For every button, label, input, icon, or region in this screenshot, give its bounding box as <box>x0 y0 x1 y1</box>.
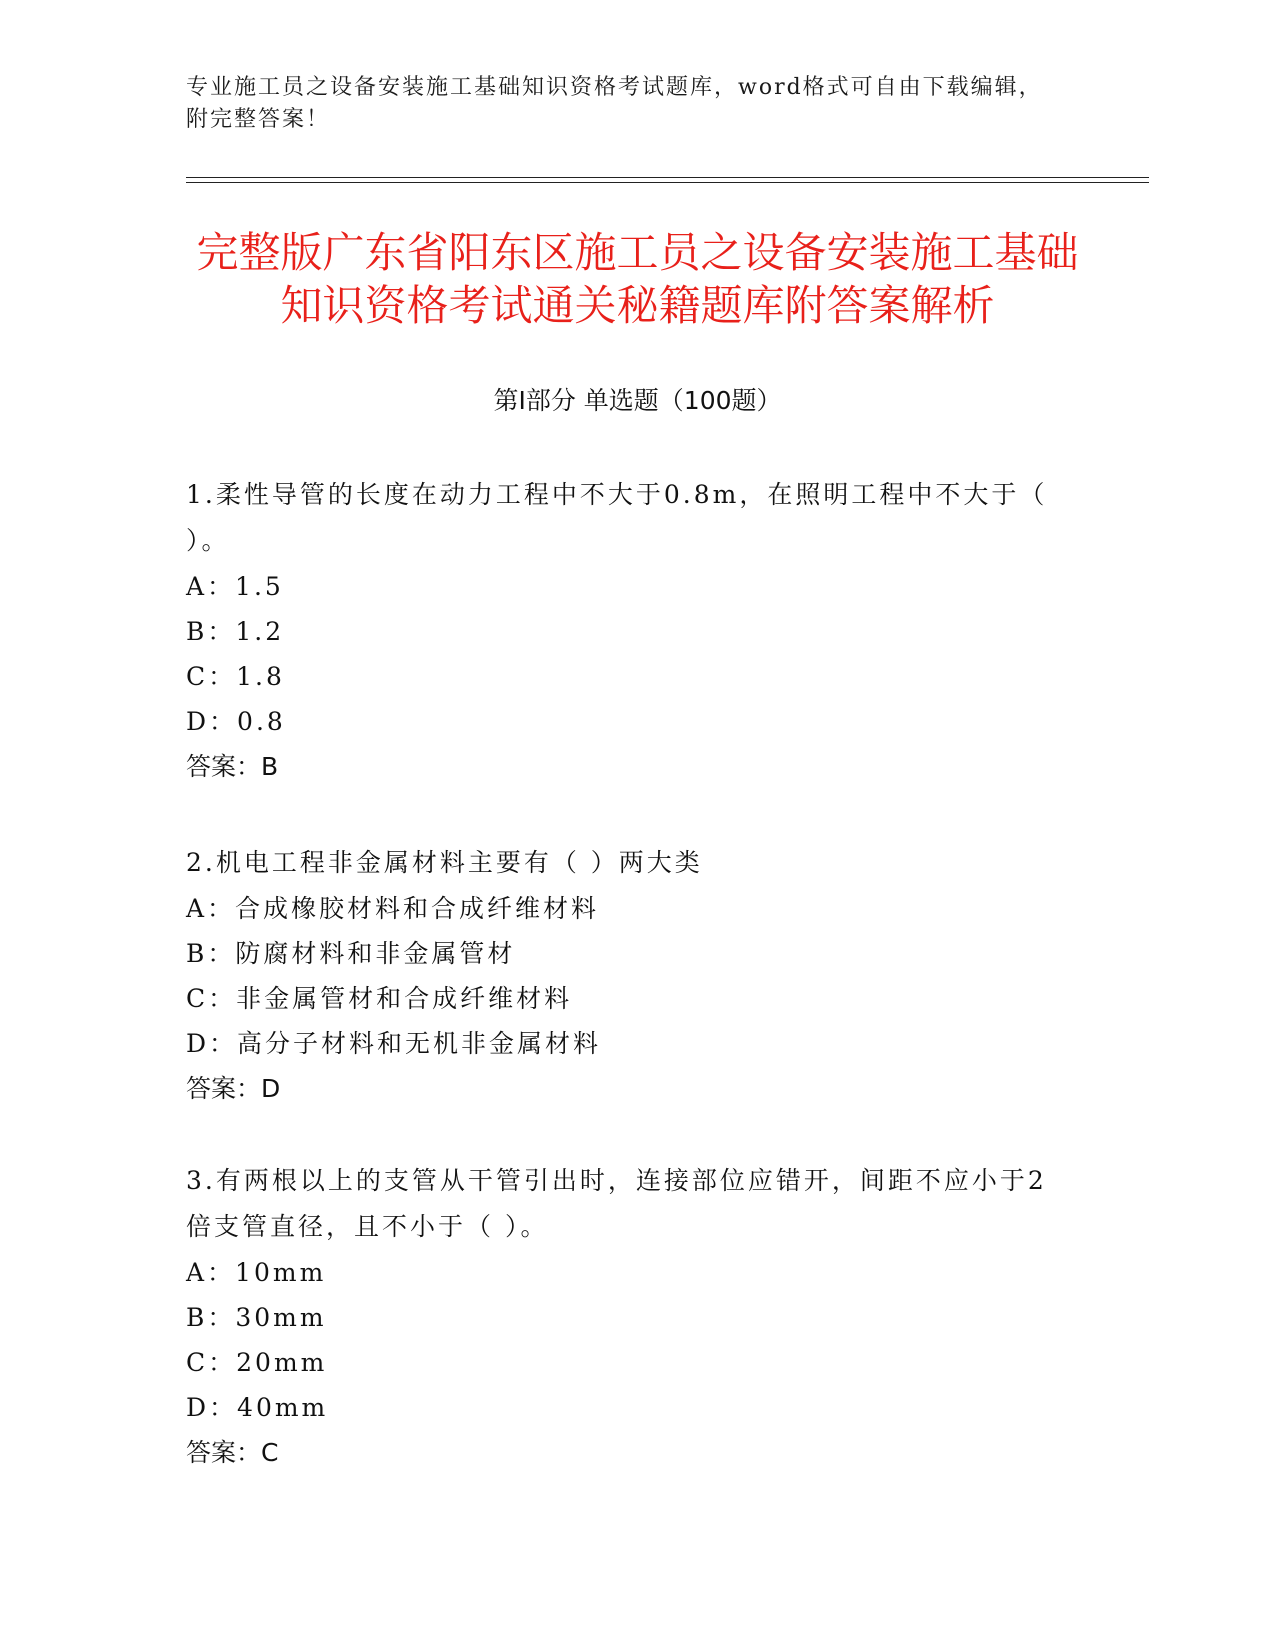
option-c: C：非金属管材和合成纤维材料 <box>186 984 573 1013</box>
option-d: D：40mm <box>186 1393 329 1422</box>
header-divider-bottom <box>186 182 1149 183</box>
option-b: B：30mm <box>186 1303 327 1332</box>
option-b: B：1.2 <box>186 617 285 646</box>
option-c: C：1.8 <box>186 662 285 691</box>
question-stem: 3.有两根以上的支管从干管引出时，连接部位应错开，间距不应小于2倍支管直径，且不小于（ ）。 <box>186 1166 1047 1241</box>
question-block <box>186 472 1066 789</box>
option-c: C：20mm <box>186 1348 328 1377</box>
option-a: A：合成橡胶材料和合成纤维材料 <box>186 894 600 923</box>
answer: 答案：D <box>186 1074 281 1103</box>
question-stem: 2.机电工程非金属材料主要有（ ）两大类 <box>186 848 703 877</box>
question-block <box>186 840 1066 1111</box>
header-note: 专业施工员之设备安装施工基础知识资格考试题库，word格式可自由下载编辑，附完整答案！ <box>186 75 1043 132</box>
option-a: A：10mm <box>186 1258 327 1287</box>
option-b: B：防腐材料和非金属管材 <box>186 939 516 968</box>
question-stem: 1.柔性导管的长度在动力工程中不大于0.8m，在照明工程中不大于（ ）。 <box>186 480 1048 555</box>
answer: 答案：B <box>186 752 279 781</box>
question-block <box>186 1158 1066 1475</box>
option-a: A：1.5 <box>186 572 284 601</box>
option-d: D：高分子材料和无机非金属材料 <box>186 1029 602 1058</box>
answer: 答案：C <box>186 1438 279 1467</box>
header-divider-top <box>186 177 1149 178</box>
option-d: D：0.8 <box>186 707 286 736</box>
section-title: 第Ⅰ部分 单选题（100题） <box>493 386 782 415</box>
document-title: 完整版广东省阳东区施工员之设备安装施工基础知识资格考试通关秘籍题库附答案解析 <box>196 228 1079 330</box>
